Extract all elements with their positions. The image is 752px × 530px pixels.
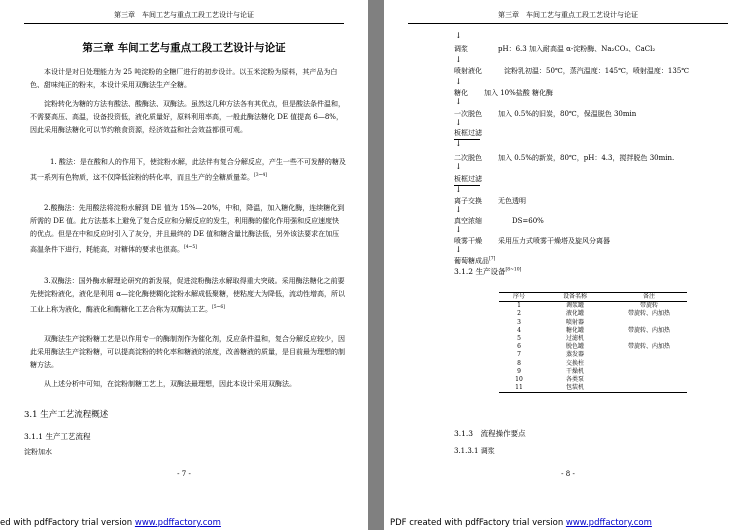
flow-step-label: 糖化 (454, 89, 468, 97)
table-cell: 带旋转、内加热 (627, 343, 670, 351)
table-cell (611, 384, 687, 393)
flow-step-text: 无色透明 (498, 197, 526, 205)
running-header: 第三章 车间工艺与重点工段工艺设计与论证 (408, 10, 728, 24)
table-body (499, 302, 687, 393)
table-cell: 5 (517, 335, 521, 343)
table-cell: 4 (517, 326, 521, 334)
flow-step-text: 加入 0.5%的新炭，80℃，pH：4.3，搅拌脱色 30min. (498, 154, 675, 162)
table-header-row (499, 293, 687, 302)
column-header: 序号 (512, 293, 525, 300)
down-arrow-icon: ↓ (455, 118, 462, 127)
table-cell: 带旋转、内加热 (627, 310, 670, 318)
table-row (499, 343, 687, 351)
citation: [4~5] (184, 245, 198, 250)
flow-step (454, 44, 655, 54)
table-cell: 交换柱 (565, 359, 584, 367)
footer-link[interactable]: www.pdffactory.com (565, 518, 652, 528)
table-cell: 10 (515, 376, 523, 384)
column-header: 备注 (642, 293, 655, 300)
citation: [7] (489, 256, 496, 262)
down-arrow-icon: ↓ (455, 139, 462, 148)
flow-step-text: DS=60% (512, 217, 544, 225)
subsection-heading: 3.1.3.1 调浆 (454, 447, 495, 455)
table-cell: 3 (517, 318, 521, 326)
table-cell: 2 (517, 310, 521, 318)
table-cell: 喷射器 (565, 318, 584, 326)
table-row (499, 351, 687, 359)
table-cell: 调浆罐 (565, 302, 584, 310)
table-cell (611, 368, 687, 376)
citation: [5~6] (212, 305, 226, 310)
section-heading: 3.1 生产工艺流程概述 (24, 410, 109, 420)
flow-step (454, 109, 636, 119)
flow-step-text: pH：6.3 加入耐高温 α-淀粉酶、Na₂CO₃、CaCl₂ (498, 45, 656, 53)
flow-step (454, 128, 498, 138)
flow-step (454, 196, 526, 206)
flow-step (454, 88, 553, 98)
table-row (499, 327, 687, 335)
down-arrow-icon: ↓ (455, 225, 462, 234)
flow-step (454, 216, 544, 226)
table-cell: 蒸发器 (565, 351, 584, 359)
table-cell (611, 376, 687, 384)
flow-step-label: 离子交换 (454, 197, 482, 205)
table-cell: 带旋转、内加热 (627, 326, 670, 334)
table-cell: 干燥机 (565, 367, 584, 375)
footer-link[interactable]: www.pdffactory.com (134, 518, 221, 528)
paragraph-double-enzyme (30, 275, 346, 316)
flow-step-label: 一次脱色 (454, 110, 482, 118)
flow-step-label: 调浆 (454, 45, 468, 53)
down-arrow-icon: ↓ (455, 31, 462, 40)
table-cell: 糖化罐 (565, 326, 584, 334)
page-number: - 7 - (177, 470, 191, 478)
paragraph-acid-enzyme (30, 202, 346, 256)
table-row (499, 319, 687, 327)
paragraph-acid (30, 156, 346, 184)
flow-step-text: 淀粉乳初温：50℃，蒸汽温度：145℃，喷射温度：135℃ (504, 67, 690, 75)
subsection-text: 淀粉加水 (24, 448, 52, 456)
down-arrow-icon: ↓ (455, 55, 462, 64)
flow-step-text: 采用压力式喷雾干燥塔及旋风分离器 (498, 237, 610, 245)
paragraph-methods: 淀粉转化为糖的方法有酸法、酸酶法、双酶法。虽然这几种方法各有其优点，但是酸法条件温和，不需要高压、高温，设备投资低，液化质量好，原料利用率高，一般此酶法糖化 DE 值提高 6—8%，因此采用酶法糖化可以节约粮食资源，经济效益和社会效益都很可观。 (30, 100, 345, 134)
table-cell: 6 (517, 343, 521, 351)
citation: [3~4] (254, 173, 268, 178)
flow-step-label: 板框过滤 (454, 175, 482, 183)
down-arrow-icon: ↓ (455, 185, 462, 194)
table-cell: 液化罐 (565, 310, 584, 318)
down-arrow-icon: ↓ (455, 245, 462, 254)
table-row (499, 310, 687, 318)
down-arrow-icon: ↓ (455, 205, 462, 214)
flow-step-label: 葡萄糖成品 (454, 257, 489, 265)
table-cell: 7 (517, 351, 521, 359)
equipment-heading (454, 266, 521, 277)
paragraph-intro: 本设计是对日处理能力为 25 吨淀粉的全糖厂进行的初步设计。以玉米淀粉为原料，其产品为白色、甜味纯正的粉末，本设计采用双酶法生产全糖。 (30, 68, 338, 89)
table-cell: 过滤机 (565, 335, 584, 343)
table-cell: 包装机 (565, 384, 584, 392)
section-heading: 3.1.3 流程操作要点 (454, 429, 526, 438)
paragraph-double-enzyme-text: 3.双酶法：国外酶水解理论研究的新发展，促进淀粉酶法水解取得重大突破。采用酶法糖化之前要先使淀粉液化，液化是利用 α—淀化酶使糊化淀粉水解成低聚糖，使粘度大为降低，流动性增高，所以工业上称为液化，酶液化和酶糖化工艺合称为双酶法工艺。 (30, 277, 345, 314)
equipment-heading-text: 3.1.2 生产设备 (454, 267, 506, 276)
down-arrow-icon: ↓ (455, 97, 462, 106)
table-cell: 脱色罐 (565, 343, 584, 351)
down-arrow-icon: ↓ (455, 77, 462, 86)
paragraph-acid-text: 1. 酸法：是在酸和人的作用下，使淀粉水解，此法伴有复合分解反应，产生一些不可发酵的糖及其一系列有色物质，这不仅降低淀粉的转化率，而且生产的全糖质量差。 (30, 158, 346, 182)
flow-step-text: 加入 10%盐酸 糖化酶 (484, 89, 554, 97)
paragraph-double-advantage: 双酶法生产淀粉糖工艺是以作用专一的酶制剂作为催化剂，反应条件温和，复合分解反应较少，因此采用酶法生产淀粉糖，可以提高淀粉的转化率和糖液的浓度，改善糖液的质量，是目前最为理想的制糖方法。 (30, 335, 345, 369)
table-cell: 9 (517, 367, 521, 375)
table-row (499, 384, 687, 393)
table-cell (611, 335, 687, 343)
flow-step-label: 喷雾干燥 (454, 237, 482, 245)
flow-step-label: 真空浓缩 (454, 217, 482, 225)
citation: [8~10] (505, 267, 522, 273)
table-cell (611, 360, 687, 368)
chapter-title: 第三章 车间工艺与重点工段工艺设计与论证 (82, 42, 286, 54)
table-row (499, 368, 687, 376)
table-cell: 各类泵 (565, 376, 584, 384)
table-cell (611, 319, 687, 327)
table-cell: 8 (517, 359, 521, 367)
page-7 (0, 0, 368, 530)
running-header: 第三章 车间工艺与重点工段工艺设计与论证 (24, 10, 344, 24)
paragraph-conclusion: 从上述分析中可知，在淀粉制糖工艺上，双酶法最理想，因此本设计采用双酶法。 (44, 380, 296, 388)
column-header: 设备名称 (562, 293, 587, 300)
table-row (499, 335, 687, 343)
page-8 (384, 0, 752, 530)
table-cell: 1 (517, 302, 521, 310)
paragraph-acid-enzyme-text: 2.酸酶法：先用酸法将淀粉水解到 DE 值为 15%—20%，中和，降温，加入糖化酶，连续糖化到所需的 DE 值。此方法基本上避免了复合反应和分解反应的发生，利用酶的催化作用强和反应速度快的优点。但是在中和反应时引入了灰分，并且最终的 DE 值和糖含量比酶法低，另外该法要求在加压高温条件下进行，耗能高，对糖体的要求也很高。 (30, 204, 345, 254)
flow-step (454, 174, 498, 184)
pdf-watermark-footer (0, 516, 368, 530)
pdf-watermark-footer (390, 516, 752, 530)
table-cell: 带旋转 (639, 302, 658, 310)
footer-text: ed with pdfFactory trial version (0, 518, 135, 528)
flow-step-label: 板框过滤 (454, 129, 482, 137)
flow-step-label: 二次脱色 (454, 154, 482, 162)
flow-step (454, 236, 610, 246)
table-row (499, 376, 687, 384)
flow-step (454, 66, 689, 76)
subsection-heading: 3.1.1 生产工艺流程 (24, 432, 91, 441)
footer-text: PDF created with pdfFactory trial version (390, 518, 566, 528)
equipment-table (499, 292, 687, 393)
table-row (499, 360, 687, 368)
flow-step-label: 喷射液化 (454, 67, 482, 75)
down-arrow-icon: ↓ (455, 162, 462, 171)
page-number: - 8 - (561, 470, 575, 478)
flow-step (454, 256, 495, 266)
flow-step (454, 153, 674, 163)
table-cell: 11 (515, 384, 523, 392)
table-cell (611, 351, 687, 359)
flow-step-text: 加入 0.5%的旧炭，80℃，保温脱色 30min (498, 110, 637, 118)
